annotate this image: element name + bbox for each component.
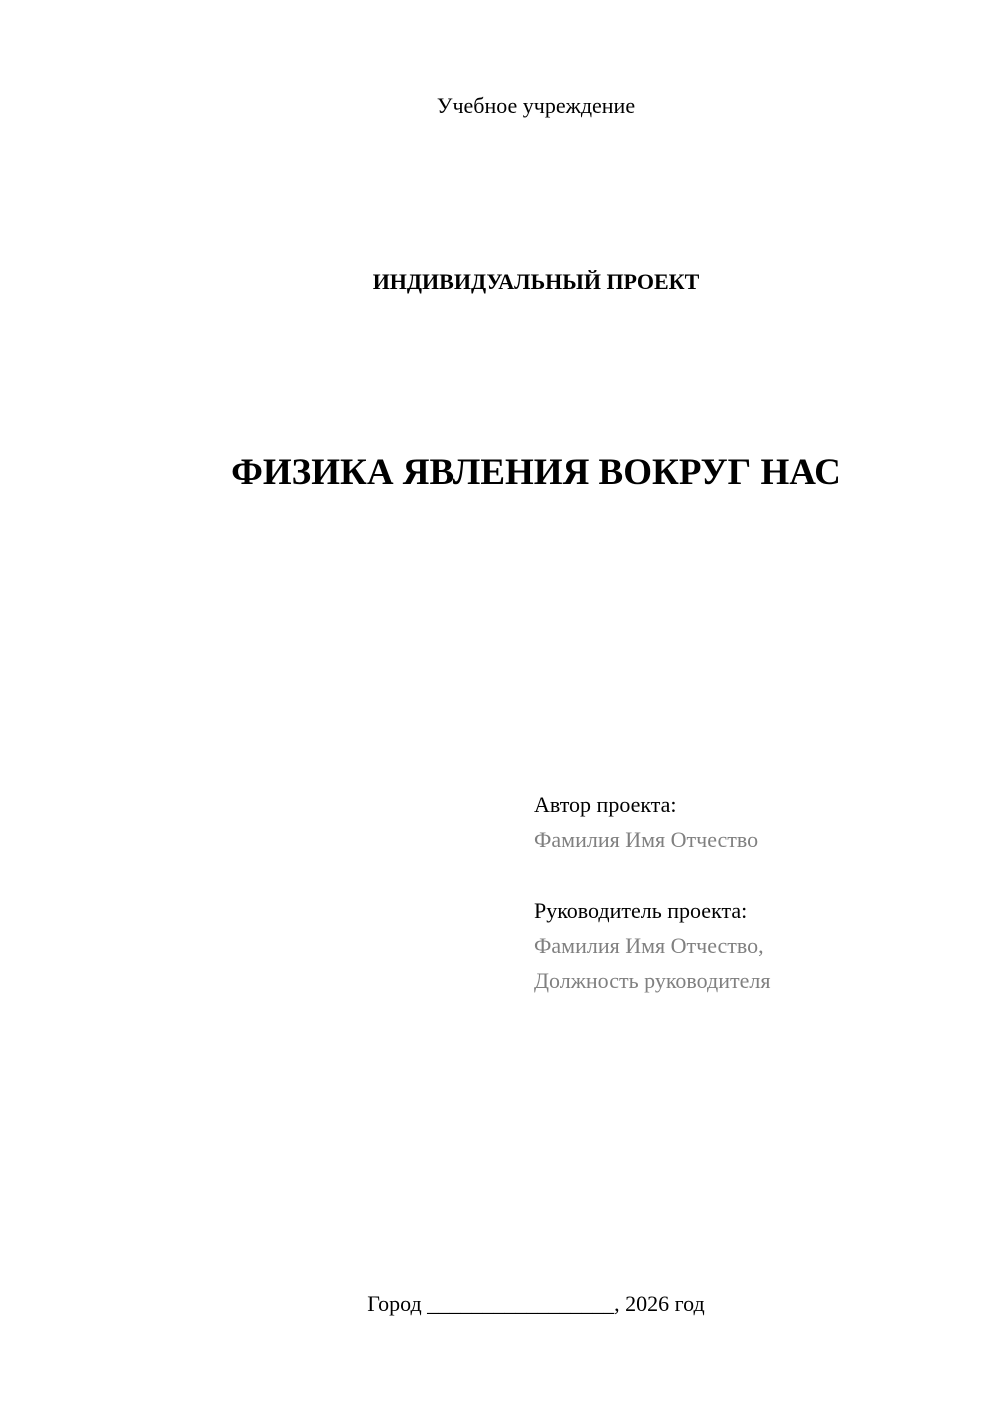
city-blank: _________________ [427,1291,615,1316]
supervisor-label: Руководитель проекта: [534,898,748,923]
city-label: Город [367,1291,422,1316]
supervisor-name: Фамилия Имя Отчество, [534,933,764,958]
credits-spacer [534,857,974,893]
year-text: , 2026 год [614,1291,705,1316]
author-label: Автор проекта: [534,792,677,817]
institution-name: Учебное учреждение [436,93,636,118]
author-name: Фамилия Имя Отчество [534,827,759,852]
city-year-line [0,1290,1000,1318]
project-title: ФИЗИКА ЯВЛЕНИЯ ВОКРУГ НАС [231,452,841,493]
document-type-label: ИНДИВИДУАЛЬНЫЙ ПРОЕКТ [372,269,700,294]
project-credits [534,787,974,998]
supervisor-position: Должность руководителя [534,968,771,993]
